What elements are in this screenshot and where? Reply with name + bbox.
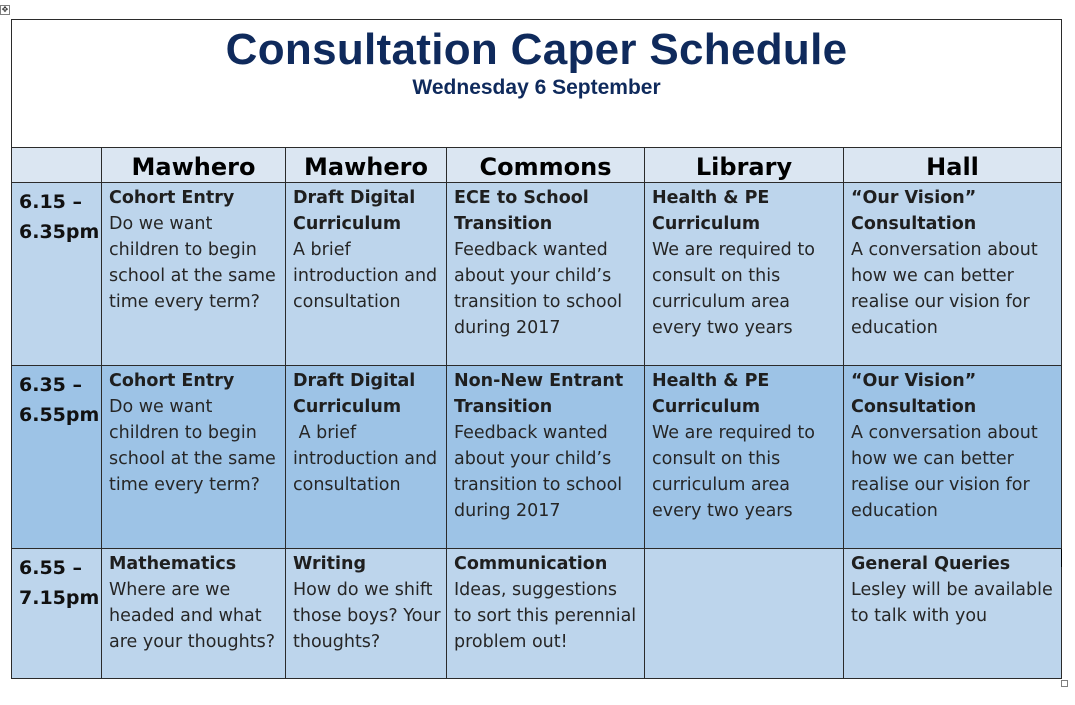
session-cell: [447, 549, 645, 679]
session-description: A conversation about how we can better realise our vision for education: [851, 240, 1038, 338]
session-title: Writing: [293, 554, 366, 574]
header-cell-venue: Hall: [844, 148, 1062, 183]
session-cell: [447, 366, 645, 549]
session-description: Ideas, suggestions to sort this perennial problem out!: [454, 580, 637, 652]
session-description: We are required to consult on this curriculum area every two years: [652, 423, 815, 521]
session-cell: [286, 366, 447, 549]
session-cell: [447, 183, 645, 366]
text-cursor: [1061, 549, 1062, 567]
session-title: Draft Digital Curriculum: [293, 371, 416, 417]
session-description: How do we shift those boys? Your thoughts?: [293, 580, 441, 652]
time-slot: 6.55 – 7.15pm: [19, 557, 100, 609]
session-cell-empty: [645, 549, 844, 679]
header-cell-venue: Mawhero: [102, 148, 286, 183]
table-row: [12, 183, 1062, 366]
time-cell: [12, 366, 102, 549]
session-cell: [102, 366, 286, 549]
session-title: Health & PE Curriculum: [652, 188, 770, 234]
session-description: Where are we headed and what are your thoughts?: [109, 580, 275, 652]
session-description: Feedback wanted about your child’s transition to school during 2017: [454, 240, 623, 338]
session-title: Non-New Entrant Transition: [454, 371, 624, 417]
title-cell: [12, 20, 1062, 148]
title-row: [12, 20, 1062, 148]
table-move-handle-icon[interactable]: ✥: [1, 5, 9, 14]
session-title: Mathematics: [109, 554, 237, 574]
session-description: A conversation about how we can better realise our vision for education: [851, 423, 1038, 521]
schedule-title: Consultation Caper Schedule: [225, 25, 848, 74]
session-description: Do we want children to begin school at the same time every term?: [109, 397, 276, 495]
session-cell: [645, 366, 844, 549]
time-slot: 6.35 – 6.55pm: [19, 374, 100, 426]
schedule-table: [11, 19, 1062, 679]
table-row: [12, 366, 1062, 549]
header-cell-venue: Commons: [447, 148, 645, 183]
session-description: A brief introduction and consultation: [293, 423, 443, 495]
header-cell-venue: Library: [645, 148, 844, 183]
time-cell: [12, 549, 102, 679]
session-title: “Our Vision” Consultation: [851, 188, 977, 234]
header-cell-time: [12, 148, 102, 183]
session-cell: [102, 549, 286, 679]
session-title: ECE to School Transition: [454, 188, 589, 234]
time-slot: 6.15 – 6.35pm: [19, 191, 100, 243]
header-cell-venue: Mawhero: [286, 148, 447, 183]
table-row: [12, 549, 1062, 679]
time-cell: [12, 183, 102, 366]
session-cell: [844, 183, 1062, 366]
session-description: Do we want children to begin school at the same time every term?: [109, 214, 276, 312]
session-cell: [286, 183, 447, 366]
session-description: Feedback wanted about your child’s transition to school during 2017: [454, 423, 623, 521]
session-title: General Queries: [851, 554, 1011, 574]
session-cell: [844, 366, 1062, 549]
session-description: We are required to consult on this curriculum area every two years: [652, 240, 815, 338]
session-cell: [645, 183, 844, 366]
schedule-date: Wednesday 6 September: [412, 76, 661, 99]
session-title: Communication: [454, 554, 608, 574]
session-description: A brief introduction and consultation: [293, 240, 438, 312]
session-title: Health & PE Curriculum: [652, 371, 770, 417]
session-cell: [844, 549, 1062, 679]
session-title: Cohort Entry: [109, 371, 235, 391]
session-title: Draft Digital Curriculum: [293, 188, 416, 234]
session-cell: [102, 183, 286, 366]
header-row: [12, 148, 1062, 183]
session-cell: [286, 549, 447, 679]
table-resize-handle[interactable]: [1061, 680, 1068, 687]
session-title: Cohort Entry: [109, 188, 235, 208]
session-title: “Our Vision” Consultation: [851, 371, 977, 417]
session-description: Lesley will be available to talk with you: [851, 580, 1053, 626]
